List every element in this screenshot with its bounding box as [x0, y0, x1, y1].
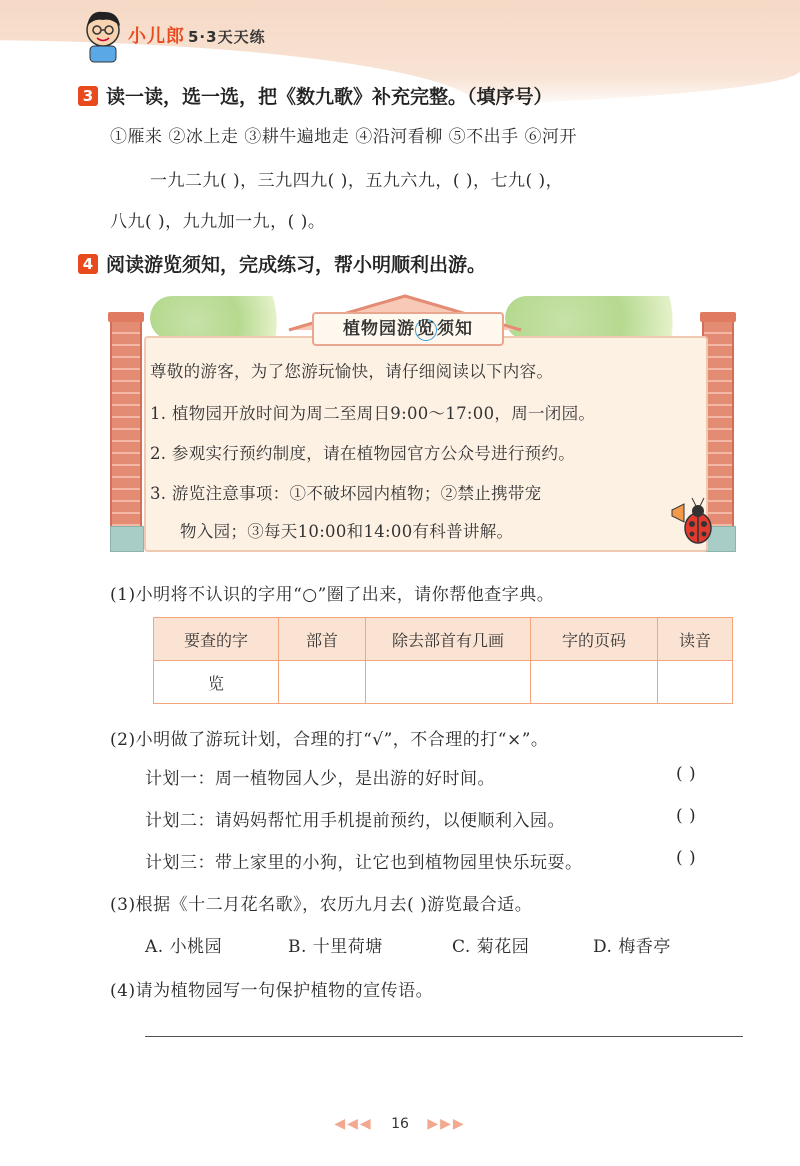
answer-cell-page[interactable]: [531, 661, 658, 704]
answer-line[interactable]: [145, 1036, 743, 1037]
plan-3: 计划三：带上家里的小狗，让它也到植物园里快乐玩耍。: [145, 853, 583, 873]
notice-board: [110, 290, 740, 552]
notice-line-3: 3. 游览注意事项：①不破坏园内植物；②禁止携带宠: [150, 484, 542, 503]
table-header: 除去部首有几画: [366, 618, 531, 661]
dictionary-table: [153, 617, 733, 704]
circled-char: 览: [417, 319, 435, 339]
q3-title: 读一读，选一选，把《数九歌》补充完整。（填序号）: [106, 86, 553, 108]
plan-2-answer[interactable]: ( ): [676, 806, 697, 826]
page-footer: [0, 1116, 800, 1132]
brand-sub: 5·3天天练: [188, 28, 266, 46]
table-row: [154, 661, 733, 704]
q4-heading: [78, 250, 486, 277]
answer-cell-pronunciation[interactable]: [658, 661, 733, 704]
choice-a[interactable]: A. 小桃园: [145, 937, 223, 957]
notice-line-2: 2. 参观实行预约制度，请在植物园官方公众号进行预约。: [150, 444, 576, 463]
foliage-left: [150, 296, 300, 340]
table-header: 要查的字: [154, 618, 279, 661]
foliage-right: [505, 296, 705, 340]
q3-line-2: 八九( )，九九加一九，( )。: [110, 212, 326, 232]
q4-number-badge: 4: [78, 254, 98, 274]
q3-number-badge: 3: [78, 86, 98, 106]
mascot-icon: [78, 8, 128, 64]
sub-question-2: (2)小明做了游玩计划，合理的打“√”，不合理的打“×”。: [110, 730, 549, 750]
notice-line-3-cont: 物入园；③每天10:00和14:00有科普讲解。: [180, 522, 514, 541]
brand-main: 小儿郎: [128, 26, 185, 47]
q4-title: 阅读游览须知，完成练习，帮小明顺利出游。: [106, 254, 487, 276]
notice-line-intro: 尊敬的游客，为了您游玩愉快，请仔细阅读以下内容。: [150, 362, 554, 381]
sub-question-4: (4)请为植物园写一句保护植物的宣传语。: [110, 981, 434, 1001]
answer-cell-radical[interactable]: [279, 661, 366, 704]
plan-3-answer[interactable]: ( ): [676, 848, 697, 868]
table-header: 部首: [279, 618, 366, 661]
answer-cell-strokes[interactable]: [366, 661, 531, 704]
plan-1-answer[interactable]: ( ): [676, 764, 697, 784]
plan-1: 计划一：周一植物园人少，是出游的好时间。: [145, 769, 495, 789]
plan-2: 计划二：请妈妈帮忙用手机提前预约，以便顺利入园。: [145, 811, 565, 831]
table-header: 读音: [658, 618, 733, 661]
notice-title-after: 须知: [437, 319, 473, 339]
table-header: 字的页码: [531, 618, 658, 661]
q3-line-1: 一九二九( )，三九四九( )，五九六九，( )，七九( )，: [150, 171, 564, 191]
footer-arrows-right: ▶▶▶: [427, 1116, 466, 1132]
q3-options: ①雁来 ②冰上走 ③耕牛遍地走 ④沿河看柳 ⑤不出手 ⑥河开: [110, 127, 578, 147]
brand-title: [128, 22, 266, 48]
notice-line-1: 1. 植物园开放时间为周二至周日9:00～17:00，周一闭园。: [150, 404, 596, 423]
notice-title-before: 植物园游: [343, 319, 415, 339]
pillar-left: [110, 320, 142, 548]
table-header-row: [154, 618, 733, 661]
sub-question-1: (1)小明将不认识的字用“○”圈了出来，请你帮他查字典。: [110, 585, 555, 605]
q3-heading: [78, 82, 553, 109]
footer-arrows-left: ◀◀◀: [334, 1116, 373, 1132]
choice-c[interactable]: C. 菊花园: [452, 937, 530, 957]
choice-d[interactable]: D. 梅香亭: [593, 937, 671, 957]
ladybug-icon: [670, 496, 714, 546]
choice-b[interactable]: B. 十里荷塘: [288, 937, 383, 957]
page-number: 16: [391, 1116, 409, 1132]
notice-title: [312, 312, 504, 346]
sub-question-3: (3)根据《十二月花名歌》，农历九月去( )游览最合适。: [110, 895, 533, 915]
table-cell-char: 览: [154, 661, 279, 704]
